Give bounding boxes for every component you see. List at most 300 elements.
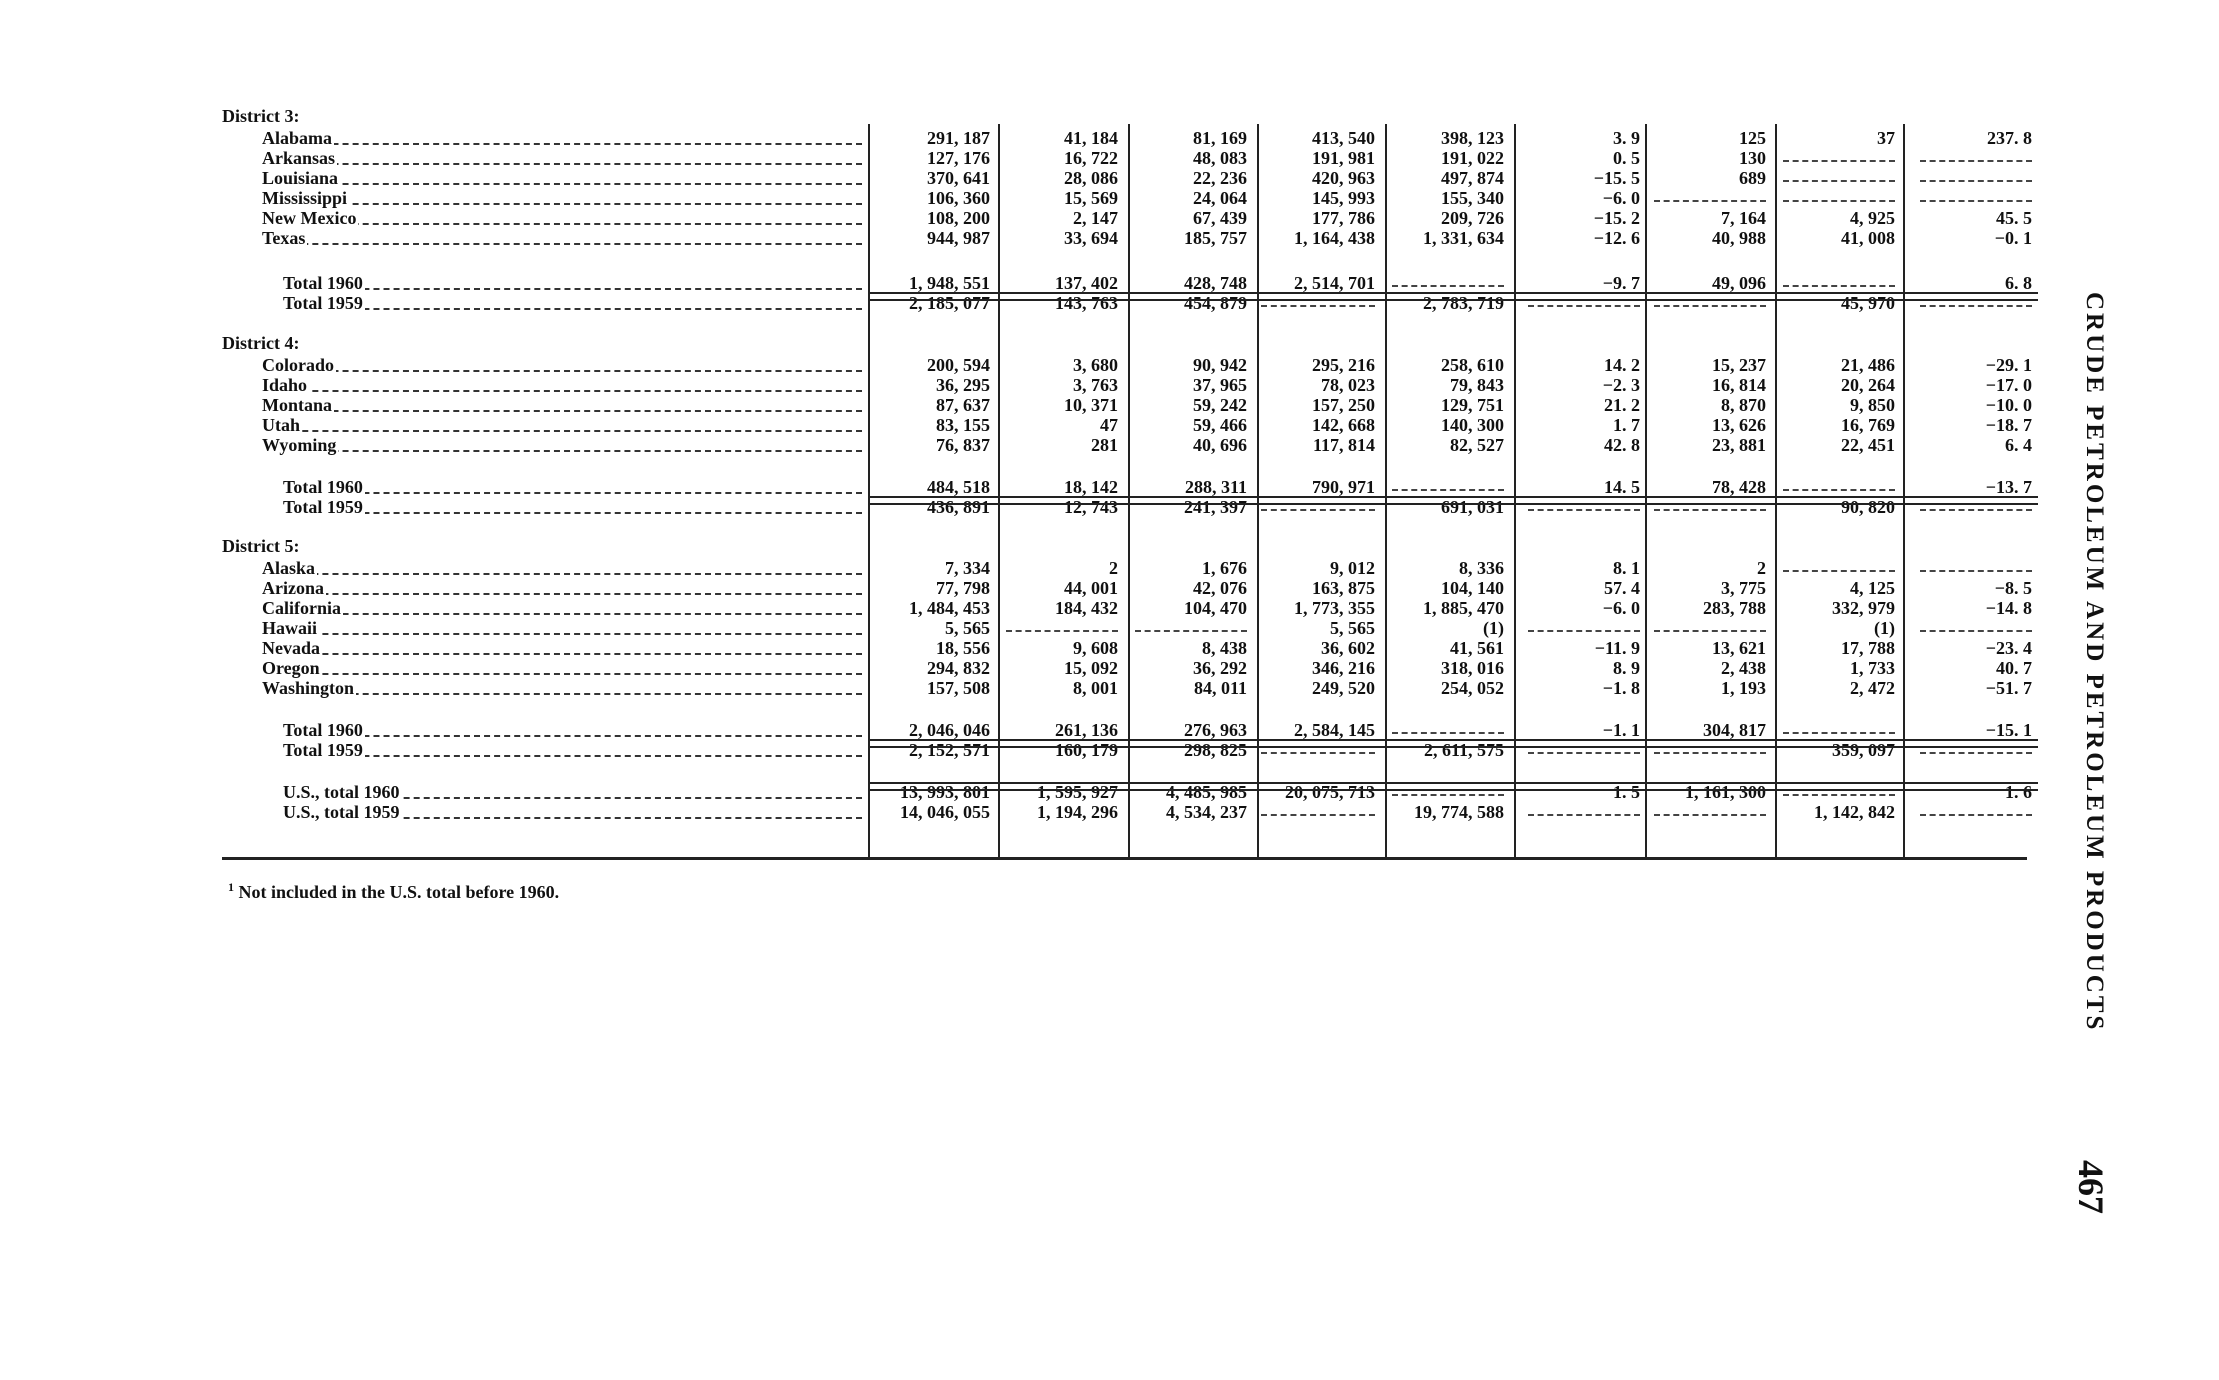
table-cell: 106, 360 [927, 188, 990, 208]
row-label-text: California [262, 598, 341, 618]
row-label-text: Total 1960 [283, 273, 363, 293]
table-cell: 142, 668 [1312, 415, 1375, 435]
table-cell: 241, 397 [1184, 497, 1247, 517]
table-cell: 209, 726 [1441, 208, 1504, 228]
dot-leader [262, 653, 862, 655]
table-cell: 2, 185, 077 [909, 293, 990, 313]
table-cell: 40, 988 [1712, 228, 1766, 248]
table-cell: (1) [1874, 618, 1895, 638]
state-row-label [262, 355, 862, 375]
table-cell: 143, 763 [1055, 293, 1118, 313]
table-cell: 15, 569 [1064, 188, 1118, 208]
row-label-text: Mississippi [262, 188, 348, 208]
table-cell: 17, 788 [1841, 638, 1895, 658]
table-cell: 163, 875 [1312, 578, 1375, 598]
row-label-text: Utah [262, 415, 301, 435]
table-cell: 45, 970 [1841, 293, 1895, 313]
table-cell: 77, 798 [936, 578, 990, 598]
table-cell: −6. 0 [1602, 188, 1640, 208]
table-cell: 1, 948, 551 [909, 273, 990, 293]
table-cell: −23. 4 [1985, 638, 2032, 658]
table-cell: 42, 076 [1193, 578, 1247, 598]
table-cell: −11. 9 [1594, 638, 1640, 658]
table-cell: 1. 5 [1613, 782, 1640, 802]
table-cell: 8, 001 [1073, 678, 1118, 698]
table-cell: 21, 486 [1841, 355, 1895, 375]
district-heading [222, 536, 522, 556]
table-cell: 8, 870 [1721, 395, 1766, 415]
table-cell: 3, 680 [1073, 355, 1118, 375]
dot-leader [262, 203, 862, 205]
table-cell: 157, 508 [927, 678, 990, 698]
table-cell: 24, 064 [1193, 188, 1247, 208]
row-label-text: Total 1959 [283, 740, 363, 760]
page-number: 467 [2071, 1160, 2111, 1214]
table-cell [1255, 802, 1375, 816]
table-cell: 37, 965 [1193, 375, 1247, 395]
table-cell: 944, 987 [927, 228, 990, 248]
row-label-text: Louisiana [262, 168, 339, 188]
table-cell: 1, 142, 842 [1814, 802, 1895, 822]
double-rule [868, 292, 2038, 301]
table-cell: 276, 963 [1184, 720, 1247, 740]
table-cell: 90, 942 [1193, 355, 1247, 375]
table-cell [1648, 188, 1766, 202]
table-cell: 7, 164 [1721, 208, 1766, 228]
table-cell: 125 [1739, 128, 1766, 148]
table-cell: 76, 837 [936, 435, 990, 455]
table-cell: 90, 820 [1841, 497, 1895, 517]
table-cell: 359, 097 [1832, 740, 1895, 760]
table-cell: 83, 155 [936, 415, 990, 435]
empty-cell-dash [1920, 558, 2032, 572]
table-cell: 15, 237 [1712, 355, 1766, 375]
table-cell: 6. 4 [2005, 435, 2032, 455]
table-cell: 10, 371 [1064, 395, 1118, 415]
row-label-text: Texas [262, 228, 306, 248]
empty-cell-dash [1920, 168, 2032, 182]
row-label-text: U.S., total 1960 [283, 782, 400, 802]
column-rule [868, 124, 870, 860]
state-row-label [262, 638, 862, 658]
table-cell: 140, 300 [1441, 415, 1504, 435]
table-cell: 16, 722 [1064, 148, 1118, 168]
table-cell: 36, 602 [1321, 638, 1375, 658]
table-cell: 497, 874 [1441, 168, 1504, 188]
table-cell: 42. 8 [1604, 435, 1640, 455]
row-label-text: Colorado [262, 355, 334, 375]
table-cell: −12. 6 [1593, 228, 1640, 248]
dot-leader [283, 755, 862, 757]
table-cell: 20, 075, 713 [1285, 782, 1375, 802]
table-cell: 2 [1757, 558, 1766, 578]
table-cell: 249, 520 [1312, 678, 1375, 698]
table-cell [1914, 188, 2032, 202]
table-cell: 1, 331, 634 [1423, 228, 1504, 248]
table-cell: 129, 751 [1441, 395, 1504, 415]
table-cell: 413, 540 [1312, 128, 1375, 148]
total-row-label [283, 273, 862, 293]
district-heading [222, 333, 522, 353]
table-cell: 2, 472 [1850, 678, 1895, 698]
table-cell: 16, 814 [1712, 375, 1766, 395]
table-cell: 4, 485, 985 [1166, 782, 1247, 802]
table-cell: 157, 250 [1312, 395, 1375, 415]
table-cell: 294, 832 [927, 658, 990, 678]
total-row-label [283, 497, 862, 517]
state-row-label [262, 618, 862, 638]
table-cell: 2, 147 [1073, 208, 1118, 228]
dot-leader [262, 410, 862, 412]
empty-cell-dash [1920, 802, 2032, 816]
table-cell: 9, 850 [1850, 395, 1895, 415]
row-label-text: Montana [262, 395, 333, 415]
table-cell: 2, 783, 719 [1423, 293, 1504, 313]
table-cell: 36, 295 [936, 375, 990, 395]
table-cell: 261, 136 [1055, 720, 1118, 740]
total-row-label [283, 720, 862, 740]
empty-cell-dash [1392, 273, 1504, 287]
table-cell [1914, 802, 2032, 816]
table-cell: 82, 527 [1450, 435, 1504, 455]
row-label-text: Total 1959 [283, 293, 363, 313]
table-cell: 191, 022 [1441, 148, 1504, 168]
table-cell: 79, 843 [1450, 375, 1504, 395]
footnote [228, 880, 559, 903]
table-cell: 104, 470 [1184, 598, 1247, 618]
table-cell: 33, 694 [1064, 228, 1118, 248]
empty-cell-dash [1006, 618, 1118, 632]
table-cell: 177, 786 [1312, 208, 1375, 228]
row-label-text: Oregon [262, 658, 320, 678]
table-cell: 47 [1100, 415, 1118, 435]
double-rule [868, 782, 2038, 791]
table-cell: 3, 775 [1721, 578, 1766, 598]
state-row-label [262, 658, 862, 678]
table-cell: 14, 046, 055 [900, 802, 990, 822]
table-cell: 5, 565 [1330, 618, 1375, 638]
empty-cell-dash [1783, 148, 1895, 162]
table-cell: −29. 1 [1985, 355, 2032, 375]
table-cell: 689 [1739, 168, 1766, 188]
column-rule [1257, 124, 1259, 860]
table-cell: −15. 5 [1593, 168, 1640, 188]
table-cell [1914, 168, 2032, 182]
state-row-label [262, 208, 862, 228]
table-cell: −17. 0 [1985, 375, 2032, 395]
table-cell: 304, 817 [1703, 720, 1766, 740]
dot-leader [262, 573, 862, 575]
table-cell: −13. 7 [1985, 477, 2032, 497]
table-cell: 3, 763 [1073, 375, 1118, 395]
table-cell: 2, 438 [1721, 658, 1766, 678]
running-title: CRUDE PETROLEUM AND PETROLEUM PRODUCTS [2081, 292, 2108, 1033]
empty-cell-dash [1654, 188, 1766, 202]
table-cell: 145, 993 [1312, 188, 1375, 208]
table-cell: 13, 626 [1712, 415, 1766, 435]
empty-cell-dash [1392, 477, 1504, 491]
table-cell: 420, 963 [1312, 168, 1375, 188]
empty-cell-dash [1135, 618, 1247, 632]
table-cell: 1, 885, 470 [1423, 598, 1504, 618]
table-cell: 436, 891 [927, 497, 990, 517]
total-row-label [283, 740, 862, 760]
row-label-text: Washington [262, 678, 355, 698]
table-cell: 5, 565 [945, 618, 990, 638]
state-row-label [262, 598, 862, 618]
total-row-label [283, 802, 862, 822]
table-cell: 1. 7 [1613, 415, 1640, 435]
table-cell: 22, 451 [1841, 435, 1895, 455]
dot-leader [283, 735, 862, 737]
table-cell: 428, 748 [1184, 273, 1247, 293]
table-cell: 48, 083 [1193, 148, 1247, 168]
dot-leader [262, 390, 862, 392]
table-cell [1386, 273, 1504, 287]
table-cell [1648, 618, 1766, 632]
dot-leader [262, 430, 862, 432]
table-cell: 1, 194, 296 [1037, 802, 1118, 822]
table-cell: 398, 123 [1441, 128, 1504, 148]
table-cell: 283, 788 [1703, 598, 1766, 618]
table-cell: 18, 556 [936, 638, 990, 658]
column-rule [1775, 124, 1777, 860]
dot-leader [262, 673, 862, 675]
double-rule [868, 739, 2038, 748]
table-cell: −1. 8 [1602, 678, 1640, 698]
table-cell [1777, 148, 1895, 162]
state-row-label [262, 188, 862, 208]
table-cell: 13, 993, 801 [900, 782, 990, 802]
table-cell: 2, 152, 571 [909, 740, 990, 760]
state-row-label [262, 678, 862, 698]
state-row-label [262, 128, 862, 148]
table-cell [1648, 802, 1766, 816]
table-cell: 41, 008 [1841, 228, 1895, 248]
table-cell: 9, 012 [1330, 558, 1375, 578]
empty-cell-dash [1261, 802, 1375, 816]
empty-cell-dash [1783, 273, 1895, 287]
dot-leader [262, 163, 862, 165]
table-cell: 790, 971 [1312, 477, 1375, 497]
row-label-text: Arizona [262, 578, 324, 598]
table-cell: 15, 092 [1064, 658, 1118, 678]
empty-cell-dash [1654, 802, 1766, 816]
table-cell: 59, 242 [1193, 395, 1247, 415]
table-cell: 318, 016 [1441, 658, 1504, 678]
table-cell: 2 [1109, 558, 1118, 578]
table-cell: 298, 825 [1184, 740, 1247, 760]
table-cell: 191, 981 [1312, 148, 1375, 168]
total-row-label [283, 293, 862, 313]
table-cell: −18. 7 [1985, 415, 2032, 435]
table-cell: 22, 236 [1193, 168, 1247, 188]
table-cell: 13, 621 [1712, 638, 1766, 658]
table-cell: 9, 608 [1073, 638, 1118, 658]
table-cell: 332, 979 [1832, 598, 1895, 618]
table-cell: 21. 2 [1604, 395, 1640, 415]
dot-leader [283, 512, 862, 514]
table-cell: 20, 264 [1841, 375, 1895, 395]
empty-cell-dash [1392, 720, 1504, 734]
table-cell: −15. 2 [1593, 208, 1640, 228]
table-cell: 41, 561 [1450, 638, 1504, 658]
table-cell: 78, 023 [1321, 375, 1375, 395]
state-row-label [262, 578, 862, 598]
dot-leader [262, 613, 862, 615]
column-rule [1385, 124, 1387, 860]
table-cell [1777, 720, 1895, 734]
table-cell: 1, 193 [1721, 678, 1766, 698]
table-cell: 130 [1739, 148, 1766, 168]
table-cell: 23, 881 [1712, 435, 1766, 455]
table-cell: 44, 001 [1064, 578, 1118, 598]
table-bottom-rule [222, 857, 2027, 860]
table-cell: 4, 125 [1850, 578, 1895, 598]
empty-cell-dash [1783, 720, 1895, 734]
footnote-marker: 1 [228, 880, 234, 894]
state-row-label [262, 395, 862, 415]
table-cell: −2. 3 [1602, 375, 1640, 395]
state-row-label [262, 228, 862, 248]
empty-cell-dash [1783, 558, 1895, 572]
table-cell: 3. 9 [1613, 128, 1640, 148]
table-cell [1386, 720, 1504, 734]
table-cell: 18, 142 [1064, 477, 1118, 497]
table-cell: 1, 676 [1202, 558, 1247, 578]
table-cell [1522, 802, 1640, 816]
column-rule [1903, 124, 1905, 860]
table-cell [1777, 477, 1895, 491]
table-cell: 288, 311 [1184, 477, 1247, 497]
table-cell: 370, 641 [927, 168, 990, 188]
table-cell: −6. 0 [1602, 598, 1640, 618]
table-cell: −9. 7 [1602, 273, 1640, 293]
table-cell: 484, 518 [927, 477, 990, 497]
table-cell: 281 [1091, 435, 1118, 455]
row-label-text: Alabama [262, 128, 333, 148]
table-cell: 291, 187 [927, 128, 990, 148]
table-cell: 8. 1 [1613, 558, 1640, 578]
column-rule [998, 124, 1000, 860]
row-label-text: U.S., total 1959 [283, 802, 400, 822]
table-cell: (1) [1483, 618, 1504, 638]
table-cell: 1, 773, 355 [1294, 598, 1375, 618]
total-row-label [283, 782, 862, 802]
table-cell: 45. 5 [1996, 208, 2032, 228]
table-cell: 2, 584, 145 [1294, 720, 1375, 740]
table-cell [1777, 188, 1895, 202]
empty-cell-dash [1920, 148, 2032, 162]
empty-cell-dash [1783, 188, 1895, 202]
table-cell: 1, 484, 453 [909, 598, 990, 618]
dot-leader [262, 143, 862, 145]
dot-leader [262, 633, 862, 635]
table-cell: 2, 611, 575 [1423, 740, 1504, 760]
table-cell: 346, 216 [1312, 658, 1375, 678]
table-cell: 36, 292 [1193, 658, 1247, 678]
total-row-label [283, 477, 862, 497]
state-row-label [262, 148, 862, 168]
table-cell [1914, 558, 2032, 572]
row-label-text: Wyoming [262, 435, 337, 455]
footnote-text: Not included in the U.S. total before 1960. [238, 882, 560, 902]
table-cell [1777, 558, 1895, 572]
table-cell: −1. 1 [1602, 720, 1640, 740]
column-rule [1645, 124, 1647, 860]
table-cell: 8. 9 [1613, 658, 1640, 678]
table-cell: 59, 466 [1193, 415, 1247, 435]
table-cell: 57. 4 [1604, 578, 1640, 598]
row-label-text: Arkansas [262, 148, 336, 168]
table-cell: −10. 0 [1985, 395, 2032, 415]
table-cell: 12, 743 [1064, 497, 1118, 517]
table-cell: 2, 514, 701 [1294, 273, 1375, 293]
dot-leader [262, 370, 862, 372]
state-row-label [262, 168, 862, 188]
dot-leader [283, 308, 862, 310]
table-cell: 78, 428 [1712, 477, 1766, 497]
table-cell: 160, 179 [1055, 740, 1118, 760]
table-cell: 104, 140 [1441, 578, 1504, 598]
row-label-text: Hawaii [262, 618, 318, 638]
table-cell: 691, 031 [1441, 497, 1504, 517]
dot-leader [262, 593, 862, 595]
table-cell: 87, 637 [936, 395, 990, 415]
table-cell [1777, 168, 1895, 182]
table-cell: 1, 161, 300 [1685, 782, 1766, 802]
table-cell: 16, 769 [1841, 415, 1895, 435]
table-cell: 2, 046, 046 [909, 720, 990, 740]
row-label-text: District 3: [222, 106, 300, 126]
table-cell: 40, 696 [1193, 435, 1247, 455]
row-label-text: Total 1960 [283, 720, 363, 740]
empty-cell-dash [1528, 618, 1640, 632]
table-cell: −8. 5 [1994, 578, 2032, 598]
table-cell: 200, 594 [927, 355, 990, 375]
row-label-text: Idaho [262, 375, 308, 395]
dot-leader [283, 288, 862, 290]
table-cell: 6. 8 [2005, 273, 2032, 293]
table-cell: 7, 334 [945, 558, 990, 578]
dot-leader [262, 450, 862, 452]
dot-leader [262, 243, 862, 245]
state-row-label [262, 558, 862, 578]
table-cell: 19, 774, 588 [1414, 802, 1504, 822]
table-cell [1000, 618, 1118, 632]
table-cell: 108, 200 [927, 208, 990, 228]
table-cell: 1, 595, 927 [1037, 782, 1118, 802]
table-cell: 1. 6 [2005, 782, 2032, 802]
row-label-text: District 5: [222, 536, 300, 556]
double-rule [868, 496, 2038, 505]
column-rule [1128, 124, 1130, 860]
empty-cell-dash [1654, 618, 1766, 632]
table-cell: 127, 176 [927, 148, 990, 168]
empty-cell-dash [1528, 802, 1640, 816]
table-cell: 1, 733 [1850, 658, 1895, 678]
table-cell: 8, 438 [1202, 638, 1247, 658]
table-cell: 155, 340 [1441, 188, 1504, 208]
row-label-text: Total 1959 [283, 497, 363, 517]
table-cell: 81, 169 [1193, 128, 1247, 148]
table-cell: 295, 216 [1312, 355, 1375, 375]
table-cell: 41, 184 [1064, 128, 1118, 148]
row-label-text: Total 1960 [283, 477, 363, 497]
row-label-text: District 4: [222, 333, 300, 353]
table-cell: 14. 2 [1604, 355, 1640, 375]
table-cell: 8, 336 [1459, 558, 1504, 578]
